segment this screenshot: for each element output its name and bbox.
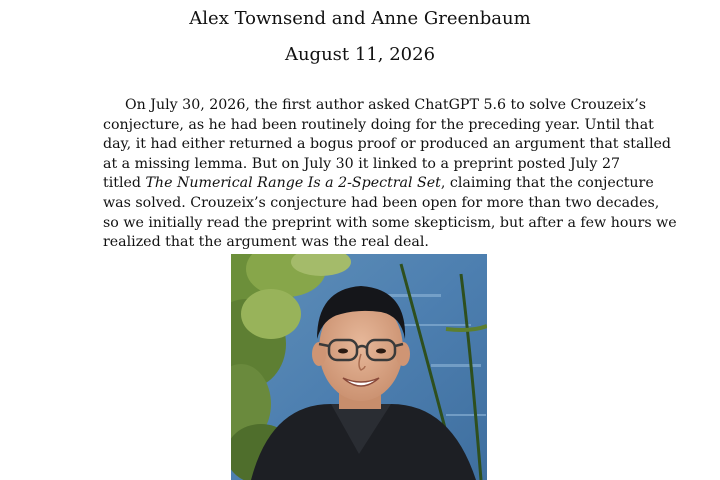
author-names: Alex Townsend and Anne Greenbaum <box>189 8 531 29</box>
paragraph-line: On July 30, 2026, the first author asked ChatGPT 5.6 to solve Crouzeix’s <box>125 97 647 113</box>
portrait-photo <box>231 254 487 480</box>
paragraph-line-with-title <box>103 174 654 194</box>
body-paragraph <box>103 96 677 253</box>
paragraph-line: day, it had either returned a bogus proof or produced an argument that stalled <box>103 136 671 153</box>
line-prefix: titled <box>103 175 146 192</box>
paragraph-line: was solved. Crouzeix’s conjecture had been open for more than two decades, <box>103 194 660 211</box>
paragraph-line: conjecture, as he had been routinely doing for the preceding year. Until that <box>103 116 654 133</box>
paragraph-line: so we initially read the preprint with some skepticism, but after a few hours we <box>103 214 677 231</box>
preprint-title: The Numerical Range Is a 2-Spectral Set <box>145 175 441 192</box>
paragraph-line: realized that the argument was the real deal. <box>103 234 429 251</box>
line-suffix: , claiming that the conjecture <box>440 175 654 192</box>
paper-date: August 11, 2026 <box>284 44 436 65</box>
paragraph-line: at a missing lemma. But on July 30 it linked to a preprint posted July 27 <box>103 155 620 172</box>
